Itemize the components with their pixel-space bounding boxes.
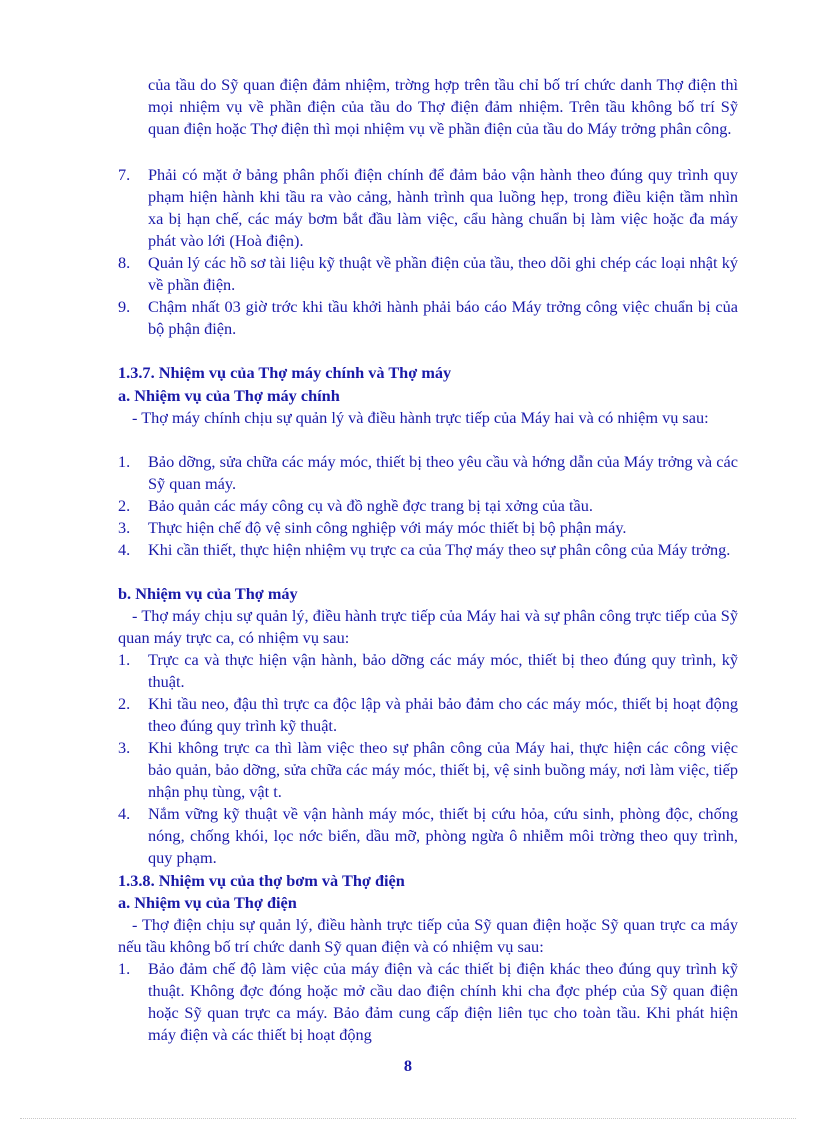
list-item: 3. Thực hiện chế độ vệ sinh công nghiệp với máy móc thiết bị bộ phận máy. xyxy=(118,518,627,537)
list-item: 2. Bảo quản các máy công cụ và đồ nghề đợc trang bị tại xởng của tầu. xyxy=(118,496,593,515)
list-item: 1. Bảo đảm chế độ làm việc của máy điện và các thiết bị điện khác theo đúng quy trình kỹ thuật. Không đợc đóng hoặc mở cầu dao điện chính khi cha đợc phép của Sỹ quan điện hoặc Sỹ quan trực ca máy. Bảo đảm cung cấp điện liên tục cho toàn tầu. Khi phát hiện máy điện và các thiết bị hoạt động xyxy=(118,959,738,1044)
list-item: 4. Nắm vững kỹ thuật về vận hành máy móc, thiết bị cứu hỏa, cứu sinh, phòng độc, chống nóng, chống khói, lọc nớc biển, dầu mỡ, phòng ngừa ô nhiễm môi trờng theo quy trình, quy phạm. xyxy=(118,804,738,867)
page-bottom-divider xyxy=(20,1118,796,1119)
continuation-paragraph: của tầu do Sỹ quan điện đảm nhiệm, trờng hợp trên tầu chỉ bố trí chức danh Thợ điện thì mọi nhiệm vụ về phần điện của tầu do Thợ điện đảm nhiệm. Trên tầu không bố trí Sỹ quan điện hoặc Thợ điện thì mọi nhiệm vụ về phần điện của tầu do Máy trởng phân công. xyxy=(148,75,738,138)
list-item: 9. Chậm nhất 03 giờ trớc khi tầu khởi hành phải báo cáo Máy trởng công việc chuẩn bị của bộ phận điện. xyxy=(118,297,738,338)
list-item: 2. Khi tầu neo, đậu thì trực ca độc lập và phải bảo đảm cho các máy móc, thiết bị hoạt động theo đúng quy trình kỹ thuật. xyxy=(118,694,738,735)
intro-paragraph: - Thợ điện chịu sự quản lý, điều hành trực tiếp của Sỹ quan điện hoặc Sỹ quan trực ca máy nếu tầu không bố trí chức danh Sỹ quan điện và có nhiệm vụ sau: xyxy=(118,915,738,956)
list-item: 3. Khi không trực ca thì làm việc theo sự phân công của Máy hai, thực hiện các công việc bảo quản, bảo dỡng, sửa chữa các máy móc, thiết bị, vệ sinh buồng máy, nơi làm việc, tiếp nhận phụ tùng, vật t. xyxy=(118,738,738,801)
list-item: 4. Khi cần thiết, thực hiện nhiệm vụ trực ca của Thợ máy theo sự phân công của Máy trởng. xyxy=(118,540,731,559)
subsection-heading: a. Nhiệm vụ của Thợ điện xyxy=(118,893,297,912)
section-heading: 1.3.7. Nhiệm vụ của Thợ máy chính và Thợ máy xyxy=(118,363,452,382)
section-heading: 1.3.8. Nhiệm vụ của thợ bơm và Thợ điện xyxy=(118,871,405,890)
list-item: 1. Bảo dỡng, sửa chữa các máy móc, thiết bị theo yêu cầu và hớng dẫn của Máy trởng và các Sỹ quan máy. xyxy=(118,452,738,493)
list-item: 8. Quản lý các hồ sơ tài liệu kỹ thuật về phần điện của tầu, theo dõi ghi chép các loại nhật ký về phần điện. xyxy=(118,253,738,294)
page-number: 8 xyxy=(403,1056,413,1075)
list-item: 1. Trực ca và thực hiện vận hành, bảo dỡng các máy móc, thiết bị theo đúng quy trình, kỹ thuật. xyxy=(118,650,738,691)
intro-paragraph: - Thợ máy chịu sự quản lý, điều hành trực tiếp của Máy hai và sự phân công trực tiếp của Sỹ quan máy trực ca, có nhiệm vụ sau: xyxy=(118,606,738,647)
list-item: 7. Phải có mặt ở bảng phân phối điện chính để đảm bảo vận hành theo đúng quy trình quy phạm hiện hành khi tầu ra vào cảng, hành trình qua luồng hẹp, trong điều kiện tầm nhìn xa bị hạn chế, các máy bơm bắt đầu làm việc, cẩu hàng chuẩn bị làm việc hoặc đa máy phát vào lới (Hoà điện). xyxy=(118,165,738,250)
subsection-heading: a. Nhiệm vụ của Thợ máy chính xyxy=(118,386,340,405)
intro-paragraph: - Thợ máy chính chịu sự quản lý và điều hành trực tiếp của Máy hai và có nhiệm vụ sau: xyxy=(132,408,709,427)
subsection-heading: b. Nhiệm vụ của Thợ máy xyxy=(118,584,298,603)
